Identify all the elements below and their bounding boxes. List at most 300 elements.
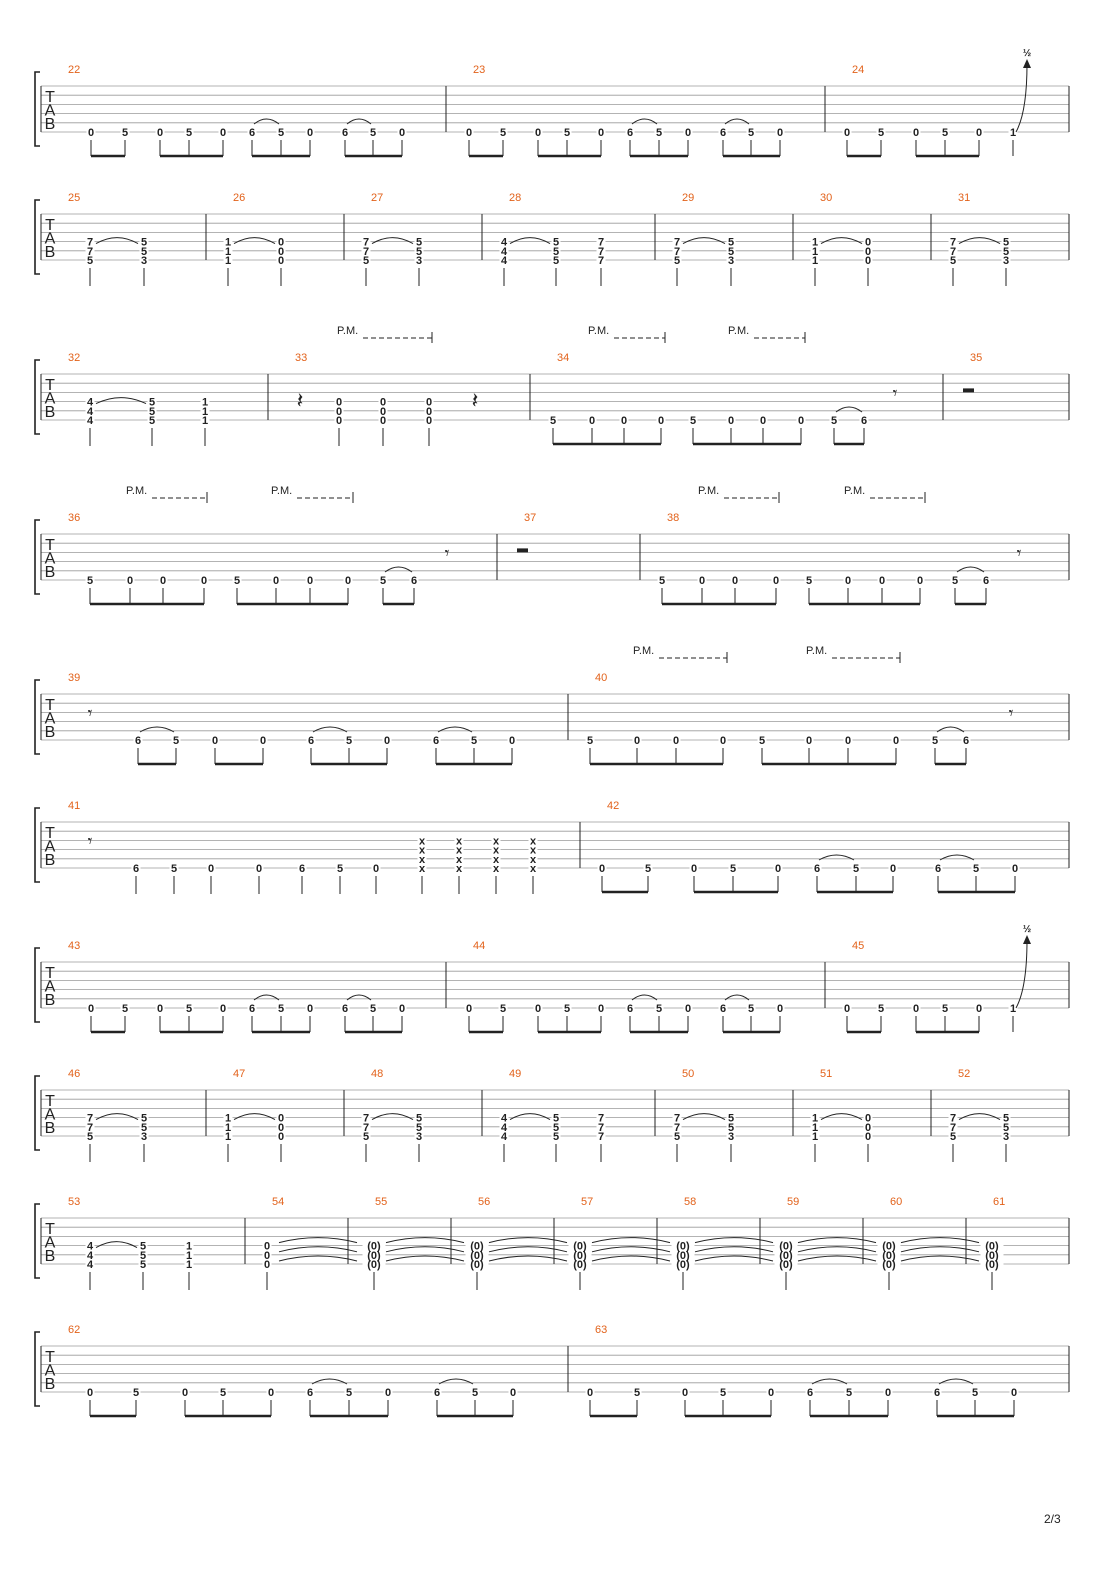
fret-number: 5 <box>673 1131 681 1143</box>
fret-number: 0 <box>277 1121 285 1134</box>
fret-number: 0 <box>975 1003 983 1015</box>
fret-number: 5 <box>563 127 571 139</box>
fret-number: 5 <box>972 863 980 875</box>
measure-number: 43 <box>68 940 81 952</box>
fret-number: 5 <box>233 575 241 587</box>
tie-slur <box>312 1379 347 1384</box>
measure-number: 33 <box>295 352 308 364</box>
fret-number: (0) <box>985 1240 999 1253</box>
fret-number: 0 <box>277 245 285 258</box>
bend-amount: ½ <box>1022 48 1032 59</box>
fret-number: 0 <box>156 1003 164 1015</box>
tie-slur <box>510 238 550 244</box>
fret-number: 5 <box>139 1259 147 1271</box>
fret-number: 0 <box>657 415 665 427</box>
fret-number: 3 <box>1002 1131 1010 1143</box>
fret-number: 0 <box>844 735 852 747</box>
fret-number: 0 <box>776 127 784 139</box>
palm-mute-label: P.M. <box>806 645 828 657</box>
fret-number: 7 <box>597 1121 605 1134</box>
fret-number: 1 <box>811 1131 819 1143</box>
fret-number: 0 <box>805 735 813 747</box>
eighth-rest: 𝄾 <box>87 703 93 723</box>
tab-clef-letter: T <box>45 965 55 982</box>
tab-clef-letter: T <box>45 1093 55 1110</box>
tie-slur <box>632 119 657 124</box>
tab-system <box>35 59 1069 156</box>
measure-number: 38 <box>667 512 680 524</box>
fret-number: 0 <box>306 575 314 587</box>
fret-number: 0 <box>509 1387 517 1399</box>
fret-number: 5 <box>415 1112 423 1125</box>
fret-number: 5 <box>415 245 423 258</box>
tie-slur <box>957 567 984 572</box>
fret-number: 0 <box>384 1387 392 1399</box>
fret-number: 0 <box>843 1003 851 1015</box>
fret-number: 0 <box>864 236 872 249</box>
fret-number: 5 <box>362 255 370 267</box>
fret-number: 1 <box>201 396 209 409</box>
tie-slur <box>234 238 275 244</box>
fret-number: (0) <box>676 1240 690 1253</box>
tie-slur <box>279 1238 357 1243</box>
tab-clef-letter: B <box>44 852 56 869</box>
fret-number: 6 <box>982 575 990 587</box>
fret-number: 5 <box>727 1112 735 1125</box>
fret-number: 0 <box>912 127 920 139</box>
fret-number: 0 <box>864 1121 872 1134</box>
tie-slur <box>347 995 371 1000</box>
fret-number: x <box>492 853 500 866</box>
fret-number: 7 <box>86 1121 94 1134</box>
fret-number: 6 <box>626 127 634 139</box>
fret-number: 5 <box>219 1387 227 1399</box>
tie-slur <box>798 1256 876 1261</box>
fret-number: 5 <box>345 735 353 747</box>
fret-number: 6 <box>410 575 418 587</box>
fret-number: 0 <box>219 127 227 139</box>
fret-number: 1 <box>811 255 819 267</box>
measure-number: 55 <box>375 1196 388 1208</box>
system-bracket <box>35 680 40 754</box>
fret-number: 0 <box>398 1003 406 1015</box>
fret-number: 0 <box>534 127 542 139</box>
fret-number: (0) <box>882 1259 896 1271</box>
tie-slur <box>386 1256 464 1261</box>
fret-number: 0 <box>372 863 380 875</box>
tie-slur <box>96 238 138 244</box>
fret-number: 6 <box>813 863 821 875</box>
fret-number: 5 <box>758 735 766 747</box>
fret-number: 1 <box>1009 1003 1017 1015</box>
fret-number: 6 <box>860 415 868 427</box>
measure-number: 25 <box>68 192 81 204</box>
fret-number: 0 <box>126 575 134 587</box>
fret-number: 5 <box>415 236 423 249</box>
tab-clef-letter: T <box>45 537 55 554</box>
fret-number: 5 <box>170 863 178 875</box>
fret-number: 7 <box>673 1121 681 1134</box>
tab-clef-letter: B <box>44 244 56 261</box>
measure-number: 45 <box>852 940 865 952</box>
fret-number: 0 <box>263 1259 271 1271</box>
fret-number: 7 <box>362 1121 370 1134</box>
bend-arrow <box>1016 940 1027 1008</box>
fret-number: 5 <box>877 1003 885 1015</box>
fret-number: 6 <box>719 1003 727 1015</box>
fret-number: 6 <box>132 863 140 875</box>
measure-number: 36 <box>68 512 81 524</box>
tab-system <box>35 492 1069 604</box>
measure-number: 44 <box>473 940 486 952</box>
tie-slur <box>372 238 413 244</box>
fret-number: 0 <box>598 863 606 875</box>
palm-mute-label: P.M. <box>633 645 655 657</box>
fret-number: 5 <box>336 863 344 875</box>
tab-clef-letter: A <box>44 978 56 996</box>
fret-number: 0 <box>335 396 343 409</box>
tab-clef-letter: A <box>44 1106 56 1124</box>
fret-number: (0) <box>779 1249 793 1262</box>
fret-number: 0 <box>277 1112 285 1125</box>
fret-number: 5 <box>655 1003 663 1015</box>
fret-number: 1 <box>224 236 232 249</box>
tab-clef-letter: B <box>44 404 56 421</box>
fret-number: 5 <box>277 1003 285 1015</box>
fret-number: 0 <box>87 127 95 139</box>
fret-number: 0 <box>425 405 433 418</box>
tie-slur <box>819 855 854 860</box>
fret-number: 5 <box>552 236 560 249</box>
fret-number: 5 <box>140 236 148 249</box>
fret-number: 4 <box>500 1131 508 1143</box>
tab-system <box>35 935 1069 1032</box>
tie-slur <box>959 238 1000 244</box>
tie-slur <box>372 1114 413 1120</box>
measure-number: 52 <box>958 1068 971 1080</box>
measure-number: 47 <box>233 1068 246 1080</box>
tab-system <box>35 1332 1069 1416</box>
fret-number: 5 <box>552 245 560 258</box>
fret-number: 0 <box>727 415 735 427</box>
measure-number: 56 <box>478 1196 491 1208</box>
tab-clef-letter: T <box>45 89 55 106</box>
fret-number: 0 <box>425 396 433 409</box>
measure-number: 23 <box>473 64 486 76</box>
measure-number: 63 <box>595 1324 608 1336</box>
fret-number: 1 <box>185 1259 193 1271</box>
tie-slur <box>592 1238 670 1243</box>
fret-number: 5 <box>148 405 156 418</box>
fret-number: 0 <box>864 255 872 267</box>
fret-number: x <box>455 863 463 875</box>
fret-number: (0) <box>573 1259 587 1271</box>
tie-slur <box>510 1114 550 1120</box>
fret-number: 0 <box>200 575 208 587</box>
tab-clef-letter: T <box>45 377 55 394</box>
fret-number: 0 <box>379 396 387 409</box>
fret-number: 5 <box>719 1387 727 1399</box>
tab-clef-letter: B <box>44 724 56 741</box>
fret-number: (0) <box>367 1259 381 1271</box>
fret-number: x <box>455 853 463 866</box>
fret-number: (0) <box>985 1259 999 1271</box>
fret-number: 5 <box>470 735 478 747</box>
tab-clef-letter: A <box>44 390 56 408</box>
fret-number: 0 <box>398 127 406 139</box>
fret-number: 0 <box>672 735 680 747</box>
palm-mute-label: P.M. <box>728 325 750 337</box>
bend-arrowhead <box>1023 59 1031 68</box>
fret-number: 5 <box>1002 1121 1010 1134</box>
fret-number: 5 <box>655 127 663 139</box>
tab-clef-letter: B <box>44 564 56 581</box>
fret-number: 5 <box>644 863 652 875</box>
system-bracket <box>35 520 40 594</box>
fret-number: 0 <box>1010 1387 1018 1399</box>
fret-number: 1 <box>224 1112 232 1125</box>
fret-number: 5 <box>86 575 94 587</box>
fret-number: 5 <box>951 575 959 587</box>
fret-number: 6 <box>341 127 349 139</box>
tie-slur <box>725 119 749 124</box>
tab-clef-letter: A <box>44 1234 56 1252</box>
quarter-rest: 𝄽 <box>296 388 304 413</box>
fret-number: 0 <box>681 1387 689 1399</box>
fret-number: 0 <box>263 1240 271 1253</box>
tie-slur <box>821 238 862 244</box>
tie-slur <box>279 1256 357 1261</box>
fret-number: 5 <box>369 127 377 139</box>
fret-number: 0 <box>892 735 900 747</box>
measure-number: 29 <box>682 192 695 204</box>
fret-number: 4 <box>86 396 94 409</box>
fret-number: 5 <box>345 1387 353 1399</box>
fret-number: 1 <box>224 1121 232 1134</box>
measure-number: 22 <box>68 64 81 76</box>
tab-clef-letter: B <box>44 1376 56 1393</box>
fret-number: 5 <box>148 415 156 427</box>
tab-system <box>35 332 1069 446</box>
tie-slur <box>96 398 146 404</box>
tie-slur <box>96 1114 138 1120</box>
fret-number: 1 <box>1009 127 1017 139</box>
fret-number: x <box>418 853 426 866</box>
fret-number: 1 <box>811 245 819 258</box>
fret-number: 5 <box>549 415 557 427</box>
tie-slur <box>695 1256 773 1261</box>
measure-number: 51 <box>820 1068 833 1080</box>
fret-number: 6 <box>134 735 142 747</box>
fret-number: 0 <box>277 255 285 267</box>
fret-number: x <box>529 835 537 848</box>
fret-number: 7 <box>362 1112 370 1125</box>
tab-system <box>35 808 1069 894</box>
fret-number: 0 <box>690 863 698 875</box>
tie-slur <box>695 1247 773 1252</box>
measure-number: 46 <box>68 1068 81 1080</box>
fret-number: 5 <box>949 1131 957 1143</box>
tie-slur <box>489 1247 567 1252</box>
tie-slur <box>489 1238 567 1243</box>
fret-number: 4 <box>86 1259 94 1271</box>
fret-number: 0 <box>465 1003 473 1015</box>
fret-number: 5 <box>121 127 129 139</box>
tab-clef-letter: B <box>44 1120 56 1137</box>
eighth-rest: 𝄾 <box>1016 543 1022 563</box>
measure-number: 32 <box>68 352 81 364</box>
palm-mute-label: P.M. <box>698 485 720 497</box>
fret-number: 4 <box>86 1249 94 1262</box>
fret-number: 0 <box>159 575 167 587</box>
tie-slur <box>385 567 412 572</box>
fret-number: 5 <box>971 1387 979 1399</box>
tab-clef-letter: B <box>44 1248 56 1265</box>
fret-number: 5 <box>729 863 737 875</box>
system-bracket <box>35 1076 40 1150</box>
fret-number: 0 <box>277 1131 285 1143</box>
palm-mute-label: P.M. <box>126 485 148 497</box>
measure-number: 49 <box>509 1068 522 1080</box>
fret-number: 0 <box>767 1387 775 1399</box>
fret-number: 0 <box>889 863 897 875</box>
tie-slur <box>683 238 725 244</box>
tab-clef-letter: T <box>45 825 55 842</box>
fret-number: 4 <box>500 245 508 258</box>
fret-number: 1 <box>811 1112 819 1125</box>
fret-number: x <box>418 844 426 857</box>
fret-number: 6 <box>248 127 256 139</box>
fret-number: x <box>418 863 426 875</box>
fret-number: 0 <box>267 1387 275 1399</box>
fret-number: x <box>492 835 500 848</box>
measure-number: 58 <box>684 1196 697 1208</box>
fret-number: 6 <box>962 735 970 747</box>
tie-slur <box>798 1247 876 1252</box>
measure-number: 30 <box>820 192 833 204</box>
fret-number: 5 <box>747 1003 755 1015</box>
fret-number: 0 <box>864 245 872 258</box>
fret-number: 5 <box>362 1131 370 1143</box>
fret-number: 0 <box>633 735 641 747</box>
tie-slur <box>313 727 347 732</box>
fret-number: 5 <box>747 127 755 139</box>
fret-number: (0) <box>573 1240 587 1253</box>
tie-slur <box>940 855 974 860</box>
fret-number: 3 <box>415 1131 423 1143</box>
fret-number: 5 <box>941 1003 949 1015</box>
fret-number: 0 <box>684 1003 692 1015</box>
tie-slur <box>279 1247 357 1252</box>
fret-number: x <box>418 835 426 848</box>
tie-slur <box>901 1247 979 1252</box>
fret-number: 5 <box>415 1121 423 1134</box>
page-number: 2/3 <box>1044 1512 1061 1526</box>
fret-number: 5 <box>1002 245 1010 258</box>
fret-number: 5 <box>379 575 387 587</box>
fret-number: (0) <box>779 1259 793 1271</box>
fret-number: 0 <box>620 415 628 427</box>
fret-number: 6 <box>306 1387 314 1399</box>
fret-number: 0 <box>731 575 739 587</box>
measure-number: 26 <box>233 192 246 204</box>
tie-slur <box>959 1114 1000 1120</box>
fret-number: 0 <box>508 735 516 747</box>
fret-number: 0 <box>277 236 285 249</box>
measure-number: 42 <box>607 800 620 812</box>
fret-number: 5 <box>845 1387 853 1399</box>
fret-number: 5 <box>727 245 735 258</box>
fret-number: 5 <box>121 1003 129 1015</box>
fret-number: 0 <box>843 127 851 139</box>
fret-number: 7 <box>673 236 681 249</box>
fret-number: 0 <box>207 863 215 875</box>
fret-number: 5 <box>499 127 507 139</box>
fret-number: 0 <box>255 863 263 875</box>
fret-number: 7 <box>949 1121 957 1134</box>
fret-number: 1 <box>224 255 232 267</box>
measure-number: 31 <box>958 192 971 204</box>
tie-slur <box>439 1379 473 1384</box>
fret-number: 4 <box>500 1112 508 1125</box>
bend-arrow <box>1016 64 1027 132</box>
palm-mute-label: P.M. <box>588 325 610 337</box>
fret-number: 6 <box>934 863 942 875</box>
tie-slur <box>937 727 964 732</box>
fret-number: 4 <box>500 1121 508 1134</box>
fret-number: 0 <box>219 1003 227 1015</box>
fret-number: 7 <box>673 1112 681 1125</box>
half-rest <box>963 388 974 392</box>
fret-number: 0 <box>864 1112 872 1125</box>
fret-number: 5 <box>139 1249 147 1262</box>
fret-number: 0 <box>272 575 280 587</box>
tie-slur <box>592 1247 670 1252</box>
system-bracket <box>35 948 40 1022</box>
fret-number: 0 <box>211 735 219 747</box>
eighth-rest: 𝄾 <box>1008 703 1014 723</box>
fret-number: 5 <box>552 1112 560 1125</box>
fret-number: 7 <box>673 245 681 258</box>
tie-slur <box>438 727 472 732</box>
fret-number: 6 <box>933 1387 941 1399</box>
fret-number: 0 <box>719 735 727 747</box>
quarter-rest: 𝄽 <box>471 388 479 413</box>
fret-number: 0 <box>181 1387 189 1399</box>
fret-number: 3 <box>727 1131 735 1143</box>
fret-number: 3 <box>415 255 423 267</box>
system-bracket <box>35 1204 40 1278</box>
measure-number: 24 <box>852 64 865 76</box>
fret-number: 7 <box>597 1112 605 1125</box>
fret-number: 3 <box>727 255 735 267</box>
measure-number: 28 <box>509 192 522 204</box>
palm-mute-label: P.M. <box>271 485 293 497</box>
tab-clef-letter: A <box>44 1362 56 1380</box>
fret-number: 6 <box>432 735 440 747</box>
fret-number: 0 <box>597 1003 605 1015</box>
fret-number: 0 <box>383 735 391 747</box>
fret-number: 4 <box>500 236 508 249</box>
tab-clef-letter: A <box>44 550 56 568</box>
tie-slur <box>140 727 174 732</box>
fret-number: 7 <box>86 245 94 258</box>
measure-number: 54 <box>272 1196 285 1208</box>
fret-number: (0) <box>882 1249 896 1262</box>
fret-number: 0 <box>335 405 343 418</box>
fret-number: 7 <box>597 255 605 267</box>
fret-number: 0 <box>465 127 473 139</box>
